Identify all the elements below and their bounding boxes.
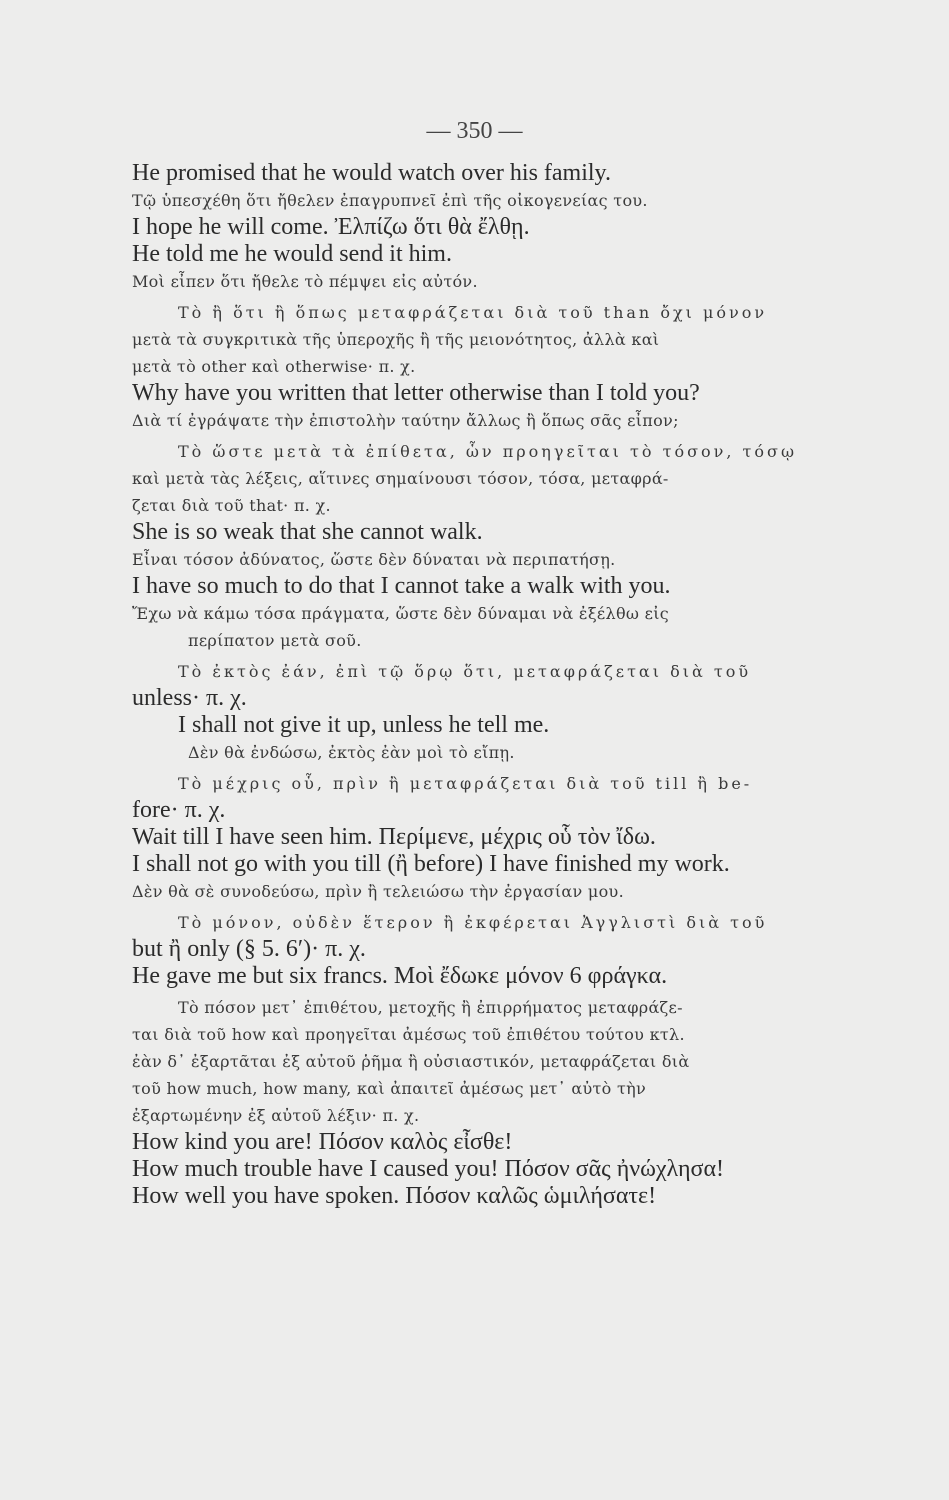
text-line: Wait till I have seen him. Περίμενε, μέχρις οὗ τὸν ἴδω. (132, 824, 656, 850)
text-line: Τὸ πόσον μετ᾽ ἐπιθέτου, μετοχῆς ἢ ἐπιρρήματος μεταφράζε- (178, 998, 683, 1017)
text-line: Μοὶ εἶπεν ὅτι ἤθελε τὸ πέμψει εἰς αὐτόν. (132, 272, 478, 291)
text-line: ται διὰ τοῦ how καὶ προηγεῖται ἀμέσως τοῦ ἐπιθέτου τούτου κτλ. (132, 1025, 685, 1044)
text-line: Why have you written that letter otherwise than I told you? (132, 380, 700, 406)
text-line: I shall not give it up, unless he tell me. (178, 712, 550, 738)
text-line: καὶ μετὰ τὰς λέξεις, αἵτινες σημαίνουσι τόσον, τόσα, μεταφρά- (132, 469, 669, 488)
text-line: Τὸ ἐκτὸς ἐάν, ἐπὶ τῷ ὅρῳ ὅτι, μεταφράζεται διὰ τοῦ (178, 662, 752, 681)
text-line: He told me he would send it him. (132, 241, 452, 267)
text-line: How much trouble have I caused you! Πόσον σᾶς ἠνώχλησα! (132, 1156, 725, 1182)
page-number: — 350 — (426, 118, 523, 144)
text-line: περίπατον μετὰ σοῦ. (188, 631, 362, 650)
text-line: ζεται διὰ τοῦ that· π. χ. (132, 496, 331, 515)
text-line: unless· π. χ. (132, 685, 247, 711)
text-line: I hope he will come. Ἐλπίζω ὅτι θὰ ἔλθῃ. (132, 214, 530, 240)
page-body (132, 160, 822, 1210)
text-line: μετὰ τὰ συγκριτικὰ τῆς ὑπεροχῆς ἢ τῆς μειονότητος, ἀλλὰ καὶ (132, 330, 660, 349)
text-line: μετὰ τὸ other καὶ otherwise· π. χ. (132, 357, 416, 376)
text-line: He promised that he would watch over his family. (132, 160, 611, 186)
text-line: ἐξαρτωμένην ἐξ αὐτοῦ λέξιν· π. χ. (132, 1106, 420, 1125)
text-line: ἐὰν δ᾽ ἐξαρτᾶται ἐξ αὐτοῦ ῥῆμα ἢ οὐσιαστικόν, μεταφράζεται διὰ (132, 1052, 690, 1071)
text-line: He gave me but six francs. Μοὶ ἔδωκε μόνον 6 φράγκα. (132, 963, 668, 989)
text-line: I shall not go with you till (ἢ before) I have finished my work. (132, 851, 730, 877)
text-line: She is so weak that she cannot walk. (132, 519, 483, 545)
text-line: How kind you are! Πόσον καλὸς εἶσθε! (132, 1129, 513, 1155)
text-line: τοῦ how much, how many, καὶ ἀπαιτεῖ ἀμέσως μετ᾽ αὐτὸ τὴν (132, 1079, 647, 1098)
text-line: Τῷ ὑπεσχέθη ὅτι ἤθελεν ἐπαγρυπνεῖ ἐπὶ τῆς οἰκογενείας του. (132, 191, 648, 210)
text-line: Εἶναι τόσον ἀδύνατος, ὥστε δὲν δύναται νὰ περιπατήσῃ. (132, 550, 616, 569)
text-line: fore· π. χ. (132, 797, 226, 823)
text-line: Τὸ μόνον, οὐδὲν ἕτερον ἢ ἐκφέρεται Ἀγγλιστὶ διὰ τοῦ (178, 913, 768, 932)
text-line: Δὲν θὰ σὲ συνοδεύσω, πρὶν ἢ τελειώσω τὴν ἐργασίαν μου. (132, 882, 624, 901)
text-line: Ἔχω νὰ κάμω τόσα πράγματα, ὥστε δὲν δύναμαι νὰ ἐξέλθω εἰς (132, 604, 670, 623)
text-line: Τὸ μέχρις οὗ, πρὶν ἢ μεταφράζεται διὰ τοῦ till ἢ be- (178, 774, 753, 793)
text-line: How well you have spoken. Πόσον καλῶς ὡμιλήσατε! (132, 1183, 657, 1209)
text-line: Δὲν θὰ ἐνδώσω, ἐκτὸς ἐὰν μοὶ τὸ εἴπῃ. (188, 743, 515, 762)
text-line: but ἢ only (§ 5. 6′)· π. χ. (132, 936, 366, 962)
text-line: I have so much to do that I cannot take a walk with you. (132, 573, 671, 599)
text-line: Τὸ ὥστε μετὰ τὰ ἐπίθετα, ὧν προηγεῖται τὸ τόσον, τόσῳ (178, 442, 797, 461)
text-line: Διὰ τί ἐγράψατε τὴν ἐπιστολὴν ταύτην ἄλλως ἢ ὅπως σᾶς εἶπον; (132, 411, 679, 430)
text-line: Τὸ ἢ ὅτι ἢ ὅπως μεταφράζεται διὰ τοῦ than ὄχι μόνον (178, 303, 768, 322)
